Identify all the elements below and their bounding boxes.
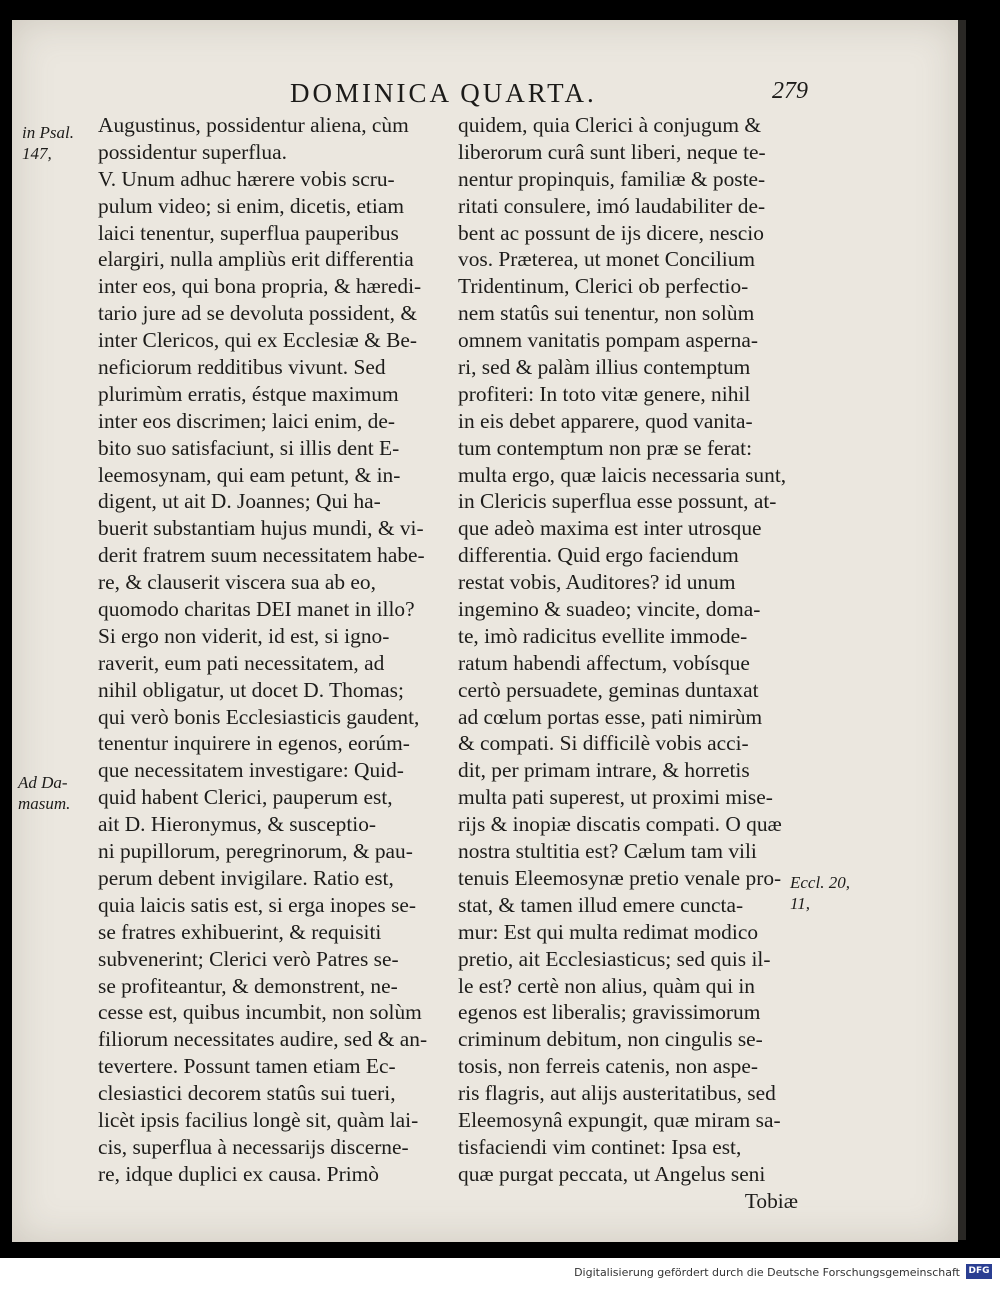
text-line: cis, superflua à necessarijs discerne- — [98, 1134, 409, 1159]
text-line: ni pupillorum, peregrinorum, & pau- — [98, 839, 413, 864]
text-line: tario jure ad se devoluta possident, & — [98, 301, 418, 326]
text-line: filiorum necessitates audire, sed & an- — [98, 1027, 428, 1052]
margin-note-line: 147, — [22, 144, 52, 163]
text-line: quid habent Clerici, pauperum est, — [98, 785, 393, 810]
text-line: quomodo charitas DEI manet in illo? — [98, 597, 415, 622]
text-line: plurimùm erratis, éstque maximum — [98, 381, 399, 406]
text-line: stat, & tamen illud emere cuncta- — [458, 892, 744, 917]
text-line: qui verò bonis Ecclesiasticis gaudent, — [98, 704, 420, 729]
text-line: re, idque duplici ex causa. Primò — [98, 1161, 379, 1186]
text-line: le est? certè non alius, quàm qui in — [458, 973, 756, 998]
text-line: inter Clericos, qui ex Ecclesiæ & Be- — [98, 328, 417, 353]
text-line: & compati. Si difficilè vobis acci- — [458, 731, 749, 756]
dfg-logo: DFG — [966, 1264, 992, 1279]
text-line: subvenerint; Clerici verò Patres se- — [98, 946, 399, 971]
text-line: Eleemosynâ expungit, quæ miram sa- — [458, 1107, 781, 1132]
text-line: vos. Præterea, ut monet Concilium — [458, 247, 756, 272]
text-line: Augustinus, possidentur aliena, cùm — [98, 113, 409, 137]
text-line: raverit, eum pati necessitatem, ad — [98, 650, 385, 675]
margin-note-line: in Psal. — [22, 123, 74, 142]
margin-note-line: Ad Da- — [18, 773, 68, 792]
text-line: multa pati superest, ut proximi mise- — [458, 785, 773, 810]
text-line: Tridentinum, Clerici ob perfectio- — [458, 274, 749, 299]
text-line: que necessitatem investigare: Quid- — [98, 758, 404, 783]
right-text-column — [458, 112, 798, 1215]
text-line: quæ purgat peccata, ut Angelus seni — [458, 1161, 766, 1186]
text-line: restat vobis, Auditores? id unum — [458, 570, 736, 595]
text-line: clesiastici decorem statûs sui tueri, — [98, 1081, 396, 1106]
text-line: neficiorum redditibus vivunt. Sed — [98, 355, 386, 380]
text-line: quidem, quia Clerici à conjugum & — [458, 113, 761, 137]
margin-note-damasum — [18, 772, 70, 814]
text-line: licèt ipsis facilius longè sit, quàm lai- — [98, 1107, 419, 1132]
text-line: te, imò radicitus evellite immode- — [458, 623, 748, 648]
text-line: elargiri, nulla ampliùs erit differentia — [98, 247, 414, 272]
text-line: buerit substantiam hujus mundi, & vi- — [98, 516, 424, 541]
text-line: cesse est, quibus incumbit, non solùm — [98, 1000, 422, 1025]
text-line: perum debent invigilare. Ratio est, — [98, 865, 394, 890]
text-line: differentia. Quid ergo faciendum — [458, 543, 739, 568]
margin-note-line: Eccl. 20, — [790, 873, 850, 892]
text-line: inter eos discrimen; laici enim, de- — [98, 408, 395, 433]
text-line: liberorum curâ sunt liberi, neque te- — [458, 139, 766, 164]
page-edge — [958, 20, 966, 1240]
text-line: ri, sed & palàm illius contemptum — [458, 355, 751, 380]
text-line: Si ergo non viderit, id est, si igno- — [98, 623, 390, 648]
text-line: mur: Est qui multa redimat modico — [458, 919, 759, 944]
text-line: tosis, non ferreis catenis, non aspe- — [458, 1054, 758, 1079]
text-line: tum contemptum non præ se ferat: — [458, 435, 753, 460]
margin-note-eccl — [790, 872, 850, 914]
text-line: criminum debitum, non cingulis se- — [458, 1027, 763, 1052]
text-line: possidentur superflua. — [98, 139, 287, 164]
text-line: profiteri: In toto vitæ genere, nihil — [458, 381, 751, 406]
margin-note-line: masum. — [18, 794, 71, 813]
text-line: egenos est liberalis; gravissimorum — [458, 1000, 761, 1025]
text-line: quia laicis satis est, si erga inopes se- — [98, 892, 417, 917]
text-line: tevertere. Possunt tamen etiam Ec- — [98, 1054, 396, 1079]
text-line: nostra stultitia est? Cælum tam vili — [458, 839, 757, 864]
text-line: dit, per primam intrare, & horretis — [458, 758, 750, 783]
text-line: leemosynam, qui eam petunt, & in- — [98, 462, 401, 487]
text-line: se profiteantur, & demonstrent, ne- — [98, 973, 398, 998]
text-line: bent ac possunt de ijs dicere, nescio — [458, 220, 764, 245]
text-line: digent, ut ait D. Joannes; Qui ha- — [98, 489, 381, 514]
text-line: ingemino & suadeo; vincite, doma- — [458, 597, 761, 622]
text-line: ait D. Hieronymus, & susceptio- — [98, 812, 377, 837]
margin-note-psalm — [22, 122, 74, 164]
text-line: laici tenentur, superflua pauperibus — [98, 220, 399, 245]
text-line: multa ergo, quæ laicis necessaria sunt, — [458, 462, 787, 487]
text-line: derit fratrem suum necessitatem habe- — [98, 543, 425, 568]
text-line: certò persuadete, geminas duntaxat — [458, 677, 759, 702]
text-line: pretio, ait Ecclesiasticus; sed quis il- — [458, 946, 771, 971]
text-line: bito suo satisfaciunt, si illis dent E- — [98, 435, 400, 460]
text-line: tenuis Eleemosynæ pretio venale pro- — [458, 865, 782, 890]
text-line: rijs & inopiæ discatis compati. O quæ — [458, 812, 782, 837]
text-line: re, & clauserit viscera sua ab eo, — [98, 570, 376, 595]
text-line: se fratres exhibuerint, & requisiti — [98, 919, 382, 944]
text-line: pulum video; si enim, dicetis, etiam — [98, 193, 404, 218]
footer-credit: Digitalisierung gefördert durch die Deutsche Forschungsgemeinschaft — [574, 1266, 960, 1279]
text-line: que adeò maxima est inter utrosque — [458, 516, 762, 541]
text-line: in Clericis superflua esse possunt, at- — [458, 489, 777, 514]
text-line: nihil obligatur, ut docet D. Thomas; — [98, 677, 404, 702]
text-line: nentur propinquis, familiæ & poste- — [458, 166, 766, 191]
footer-bar — [0, 1258, 1000, 1289]
text-line: V. Unum adhuc hærere vobis scru- — [98, 166, 395, 191]
left-text-column — [98, 112, 438, 1188]
text-line: in eis debet apparere, quod vanita- — [458, 408, 753, 433]
text-line: nem statûs sui tenentur, non solùm — [458, 301, 755, 326]
running-header: DOMINICA QUARTA. — [290, 78, 597, 108]
text-line: ris flagris, aut alijs austeritatibus, sed — [458, 1081, 776, 1106]
text-line: omnem vanitatis pompam asperna- — [458, 328, 758, 353]
text-line: inter eos, qui bona propria, & hæredi- — [98, 274, 422, 299]
text-line: ad cœlum portas esse, pati nimirùm — [458, 704, 763, 729]
page-number: 279 — [772, 78, 808, 104]
text-line: tenentur inquirere in egenos, eorúm- — [98, 731, 410, 756]
text-line: Tobiæ — [744, 1188, 798, 1213]
margin-note-line: 11, — [790, 894, 810, 913]
text-line: ritati consulere, imó laudabiliter de- — [458, 193, 766, 218]
text-line: tisfaciendi vim continet: Ipsa est, — [458, 1134, 742, 1159]
text-line: ratum habendi affectum, vobísque — [458, 650, 750, 675]
